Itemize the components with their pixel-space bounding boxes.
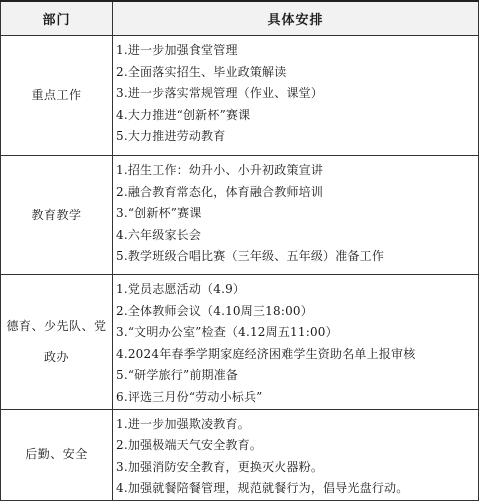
items-cell xyxy=(113,409,479,500)
list-item: 4.加强就餐陪餐管理，规范就餐行为，倡导光盘行动。 xyxy=(116,481,409,496)
list-item: 3.“创新杯”赛课 xyxy=(116,206,202,221)
table-row xyxy=(1,36,479,156)
items-cell xyxy=(113,156,479,275)
list-item: 5.大力推进劳动教育 xyxy=(116,129,226,144)
list-item: 4.2024年春季学期家庭经济困难学生资助名单上报审核 xyxy=(116,346,416,361)
list-item: 1.进一步加强食堂管理 xyxy=(116,43,238,57)
list-item: 4.六年级家长会 xyxy=(116,227,202,242)
dept-cell-key-work: 重点工作 xyxy=(1,36,113,156)
list-item: 1.进一步加强欺凌教育。 xyxy=(116,416,250,431)
list-item: 2.融合教育常态化，体育融合教师培训 xyxy=(116,184,324,199)
list-item: 5.“研学旅行”前期准备 xyxy=(116,368,239,383)
dept-cell-teaching: 教育教学 xyxy=(1,156,113,275)
task-list xyxy=(116,160,478,268)
dept-cell-moral-education: 德育、少先队、党政办 xyxy=(1,275,113,410)
list-item: 1.招生工作：幼升小、小升初政策宣讲 xyxy=(116,163,324,177)
task-list xyxy=(116,414,478,500)
items-cell xyxy=(113,275,479,410)
dept-cell-logistics-safety: 后勤、安全 xyxy=(1,409,113,500)
list-item: 6.评选三月份“劳动小标兵” xyxy=(116,389,263,404)
list-item: 2.加强极端天气安全教育。 xyxy=(116,438,263,453)
list-item: 5.教学班级合唱比赛（三年级、五年级）准备工作 xyxy=(116,249,385,264)
items-cell xyxy=(113,36,479,156)
table-row xyxy=(1,156,479,275)
list-item: 3.加强消防安全教育，更换灭火器粉。 xyxy=(116,459,324,474)
list-item: 1.党员志愿活动（4.9） xyxy=(116,282,246,296)
list-item: 4.大力推进“创新杯”赛课 xyxy=(116,107,251,122)
list-item: 3.“文明办公室”检查（4.12周五11:00） xyxy=(116,325,338,340)
list-item: 3.进一步落实常规管理（作业、课堂） xyxy=(116,86,324,101)
table-row xyxy=(1,409,479,500)
list-item: 2.全面落实招生、毕业政策解读 xyxy=(116,64,287,79)
task-list xyxy=(116,279,478,409)
list-item: 2.全体教师会议（4.10周三18:00） xyxy=(116,303,313,318)
header-dept: 部门 xyxy=(1,1,113,36)
table-row xyxy=(1,275,479,410)
task-list xyxy=(116,40,478,148)
header-row xyxy=(1,1,479,36)
header-arrangement: 具体安排 xyxy=(113,1,479,36)
